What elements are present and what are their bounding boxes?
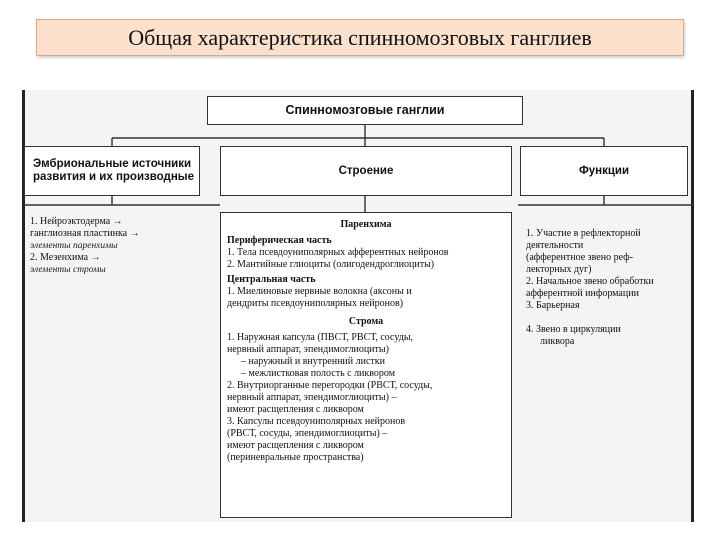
functions-line: 4. Звено в циркуляции	[526, 324, 621, 335]
peripheral-line: 2. Мантийные глиоциты (олигодендроглиоциты)	[227, 259, 435, 270]
functions-line: (афферентное звено реф-	[526, 252, 633, 263]
structure-header-label: Строение	[338, 164, 394, 177]
origins-content	[24, 212, 200, 302]
functions-header-label: Функции	[578, 164, 630, 177]
stroma-line: – наружный и внутренний листки	[241, 356, 385, 367]
origins-line: 1. Нейроэктодерма →	[30, 216, 123, 227]
stroma-line: 2. Внутриорганные перегородки (РВСТ, сосуды,	[227, 380, 433, 391]
origins-line: элементы паренхимы	[30, 241, 118, 251]
origins-line: элементы стромы	[30, 265, 106, 275]
structure-header	[220, 146, 512, 196]
stroma-title: Строма	[348, 316, 384, 327]
slide-title: Общая характеристика спинномозговых ганглиев	[36, 19, 684, 56]
stroma-line: нервный аппарат, эпендимоглиоциты)	[227, 344, 389, 355]
root-node	[207, 96, 523, 125]
stroma-line: (РВСТ, сосуды, эпендимоглиоциты) –	[227, 428, 388, 439]
functions-spacer	[526, 312, 682, 324]
central-line: 1. Миелиновые нервные волокна (аксоны и	[227, 286, 412, 297]
functions-line: 2. Начальное звено обработки	[526, 276, 654, 287]
stroma-line: имеют расщепления с ликвором	[227, 404, 364, 415]
stroma-line: 3. Капсулы псевдоуниполярных нейронов	[227, 416, 406, 427]
peripheral-line: 1. Тела псевдоуниполярных афферентных нейронов	[227, 247, 449, 258]
origins-line: 2. Мезенхима →	[30, 252, 101, 263]
functions-line: ликвора	[540, 336, 575, 347]
parenchyma-title: Паренхима	[340, 219, 392, 230]
stroma-line: 1. Наружная капсула (ПВСТ, РВСТ, сосуды,	[227, 332, 414, 343]
functions-line: деятельности	[526, 240, 584, 251]
functions-header	[520, 146, 688, 196]
structure-content	[220, 212, 512, 518]
functions-line: лекторных дуг)	[526, 264, 592, 275]
stroma-line: нервный аппарат, эпендимоглиоциты) –	[227, 392, 397, 403]
root-label: Спинномозговые ганглии	[285, 103, 445, 117]
peripheral-title: Периферическая часть	[227, 235, 332, 246]
functions-line: 1. Участие в рефлекторной	[526, 228, 641, 239]
origins-header-label: Эмбриональные источники развития и их производные	[33, 158, 194, 183]
functions-content	[520, 224, 688, 364]
functions-line: афферентной информации	[526, 288, 639, 299]
functions-line: 3. Барьерная	[526, 300, 580, 311]
central-title: Центральная часть	[227, 274, 316, 285]
stroma-line: – межлистковая полость с ликвором	[241, 368, 396, 379]
central-line: дендриты псевдоуниполярных нейронов)	[227, 298, 404, 309]
stroma-line: (периневральные пространства)	[227, 452, 364, 463]
stroma-line: имеют расщепления с ликвором	[227, 440, 364, 451]
origins-line: ганглиозная пластинка →	[30, 228, 140, 239]
origins-header	[24, 146, 200, 196]
